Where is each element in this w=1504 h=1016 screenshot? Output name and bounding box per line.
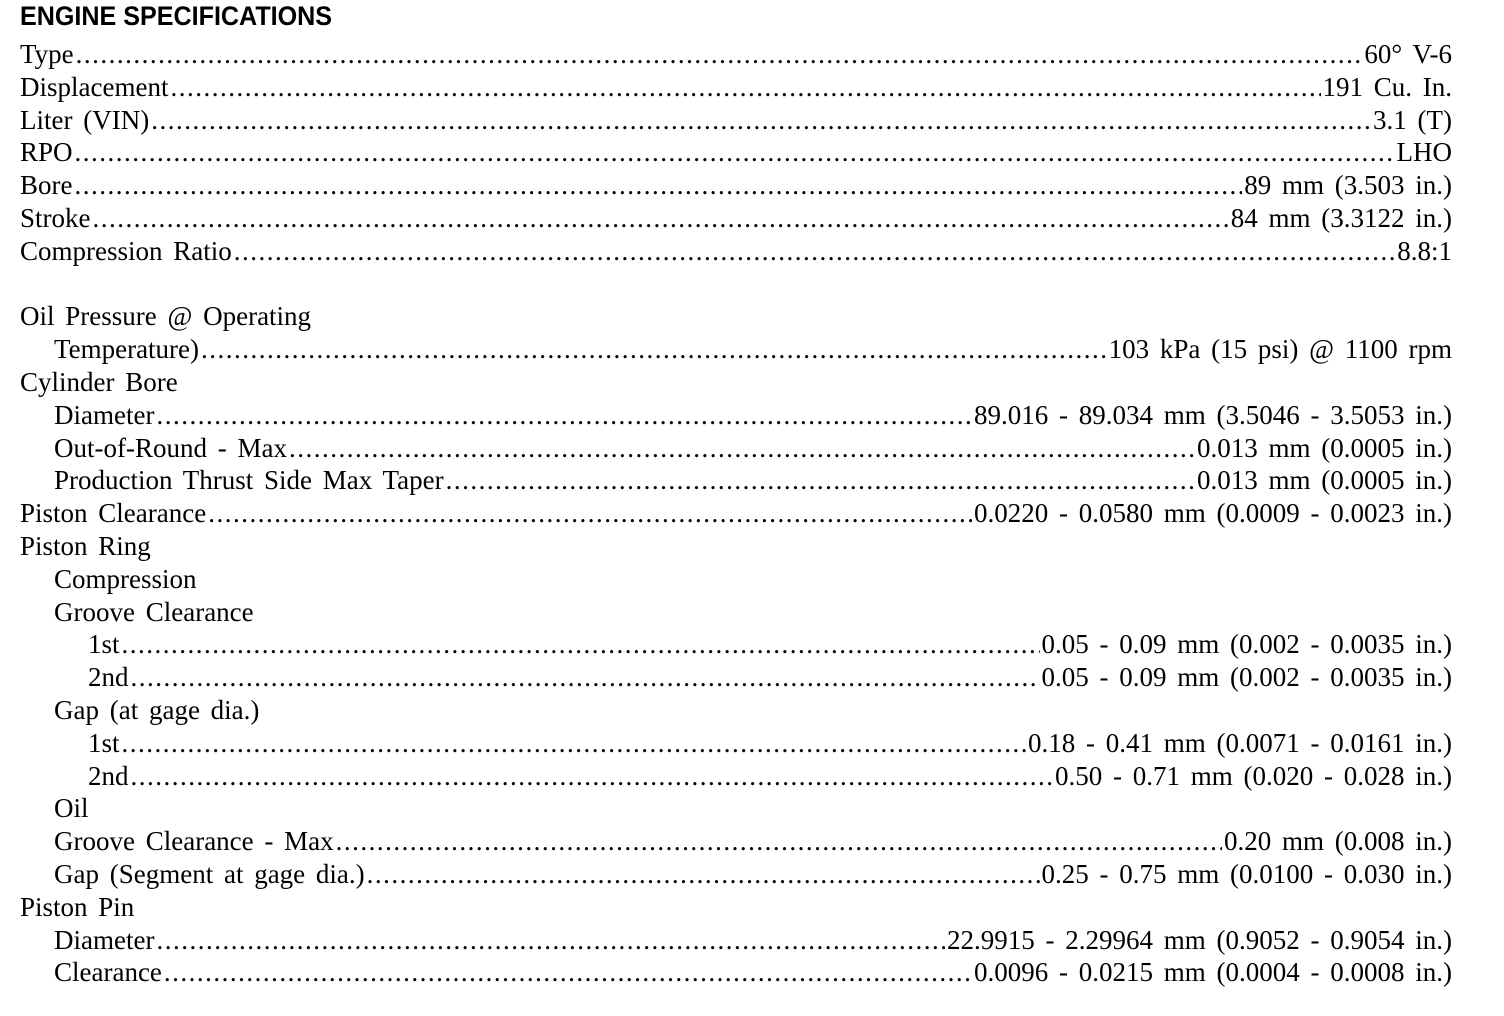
- spec-row: [20, 399, 1452, 432]
- page-title: ENGINE SPECIFICATIONS: [20, 1, 333, 31]
- spec-value: 60° V-6: [1364, 39, 1452, 69]
- spec-row: [20, 333, 1452, 366]
- spec-heading: [20, 300, 1452, 333]
- spec-value: 3.1 (T): [1373, 104, 1452, 135]
- spec-label: Compression: [54, 563, 197, 594]
- spec-label: Displacement: [20, 71, 169, 102]
- spec-label: Piston Clearance: [20, 498, 207, 529]
- dot-leader: [74, 169, 1242, 202]
- spec-row: [20, 924, 1452, 957]
- dot-leader: [208, 497, 972, 530]
- spec-label: 2nd: [88, 760, 129, 791]
- dot-leader: [76, 38, 1363, 71]
- spec-value: 0.0220 - 0.0580 mm (0.0009 - 0.0023 in.): [974, 498, 1452, 529]
- dot-leader: [151, 104, 1371, 137]
- dot-leader: [156, 924, 945, 957]
- spec-label: Groove Clearance - Max: [54, 826, 334, 857]
- spec-heading: [20, 366, 1452, 399]
- dot-leader: [336, 825, 1222, 858]
- spec-value: 0.25 - 0.75 mm (0.0100 - 0.030 in.): [1041, 858, 1452, 889]
- spec-label: Gap (Segment at gage dia.): [54, 858, 365, 889]
- spec-value: 89 mm (3.503 in.): [1244, 170, 1452, 201]
- dot-leader: [201, 333, 1107, 366]
- spec-heading: [20, 530, 1452, 563]
- spec-row: [20, 202, 1452, 235]
- spec-row: [20, 235, 1452, 268]
- spec-label: Bore: [20, 170, 73, 201]
- spec-value: 191 Cu. In.: [1322, 71, 1452, 102]
- dot-leader: [131, 661, 1040, 694]
- spec-sheet: [20, 0, 1452, 989]
- spec-label: Diameter: [54, 924, 155, 955]
- spec-row: [20, 825, 1452, 858]
- spec-label: Piston Pin: [20, 891, 135, 922]
- spec-label: Oil: [54, 793, 89, 824]
- spec-label: Stroke: [20, 202, 91, 233]
- spec-value: 0.05 - 0.09 mm (0.002 - 0.0035 in.): [1041, 629, 1452, 660]
- spec-label: Diameter: [54, 399, 155, 430]
- spec-label: Piston Ring: [20, 530, 151, 561]
- dot-leader: [93, 202, 1229, 235]
- spec-value: 0.50 - 0.71 mm (0.020 - 0.028 in.): [1055, 760, 1452, 791]
- spec-label: Clearance: [54, 957, 162, 988]
- spec-label: Type: [20, 39, 74, 69]
- spec-value: 0.20 mm (0.008 in.): [1224, 826, 1452, 857]
- spec-row: [20, 464, 1452, 497]
- spec-value: 0.05 - 0.09 mm (0.002 - 0.0035 in.): [1041, 662, 1452, 693]
- spec-row: [20, 136, 1452, 169]
- spec-row: [20, 956, 1452, 989]
- dot-leader: [164, 956, 972, 989]
- spec-row: [20, 628, 1452, 661]
- spec-label: RPO: [20, 137, 73, 168]
- spec-row: [20, 38, 1452, 71]
- spec-value: 0.013 mm (0.0005 in.): [1197, 432, 1452, 463]
- spec-row: [20, 727, 1452, 760]
- spec-label: Cylinder Bore: [20, 366, 178, 397]
- spec-value: 0.18 - 0.41 mm (0.0071 - 0.0161 in.): [1028, 727, 1452, 758]
- dot-leader: [131, 760, 1054, 793]
- spec-value: 89.016 - 89.034 mm (3.5046 - 3.5053 in.): [974, 399, 1452, 430]
- dot-leader: [170, 71, 1320, 104]
- spec-label: 1st: [88, 727, 120, 758]
- spec-heading: [20, 891, 1452, 924]
- spec-value: 0.0096 - 0.0215 mm (0.0004 - 0.0008 in.): [974, 957, 1452, 988]
- dot-leader: [122, 727, 1027, 760]
- spec-value: LHO: [1396, 137, 1452, 168]
- spec-label: 2nd: [88, 662, 129, 693]
- spec-label: Out-of-Round - Max: [54, 432, 287, 463]
- dot-leader: [75, 136, 1395, 169]
- spec-label: Production Thrust Side Max Taper: [54, 465, 444, 496]
- dot-leader: [289, 432, 1195, 465]
- spec-row: [20, 858, 1452, 891]
- spec-value: 0.013 mm (0.0005 in.): [1197, 465, 1452, 496]
- spec-row: [20, 661, 1452, 694]
- spec-label: Gap (at gage dia.): [54, 694, 260, 725]
- spec-row: [20, 169, 1452, 202]
- spec-value: 8.8:1: [1397, 235, 1452, 266]
- spec-label: 1st: [88, 629, 120, 660]
- dot-leader: [234, 235, 1395, 268]
- dot-leader: [156, 399, 972, 432]
- spec-label: Liter (VIN): [20, 104, 150, 135]
- dot-leader: [367, 858, 1040, 891]
- spec-label: Groove Clearance: [54, 596, 254, 627]
- spec-heading: [20, 792, 1452, 825]
- spec-row: [20, 497, 1452, 530]
- spec-heading: [20, 563, 1452, 596]
- spec-list: [20, 38, 1452, 989]
- spec-label: Oil Pressure @ Operating: [20, 301, 312, 332]
- spec-row: [20, 432, 1452, 465]
- spec-value: 84 mm (3.3122 in.): [1230, 202, 1452, 233]
- spec-label: Temperature): [54, 334, 200, 365]
- spec-row: [20, 104, 1452, 137]
- spec-value: 103 kPa (15 psi) @ 1100 rpm: [1108, 334, 1452, 365]
- spec-heading: [20, 694, 1452, 727]
- spec-heading: [20, 596, 1452, 629]
- row-spacer: [20, 268, 1452, 301]
- spec-value: 22.9915 - 2.29964 mm (0.9052 - 0.9054 in.): [947, 924, 1452, 955]
- dot-leader: [446, 464, 1195, 497]
- spec-row: [20, 760, 1452, 793]
- dot-leader: [122, 628, 1040, 661]
- spec-row: [20, 71, 1452, 104]
- spec-label: Compression Ratio: [20, 235, 232, 266]
